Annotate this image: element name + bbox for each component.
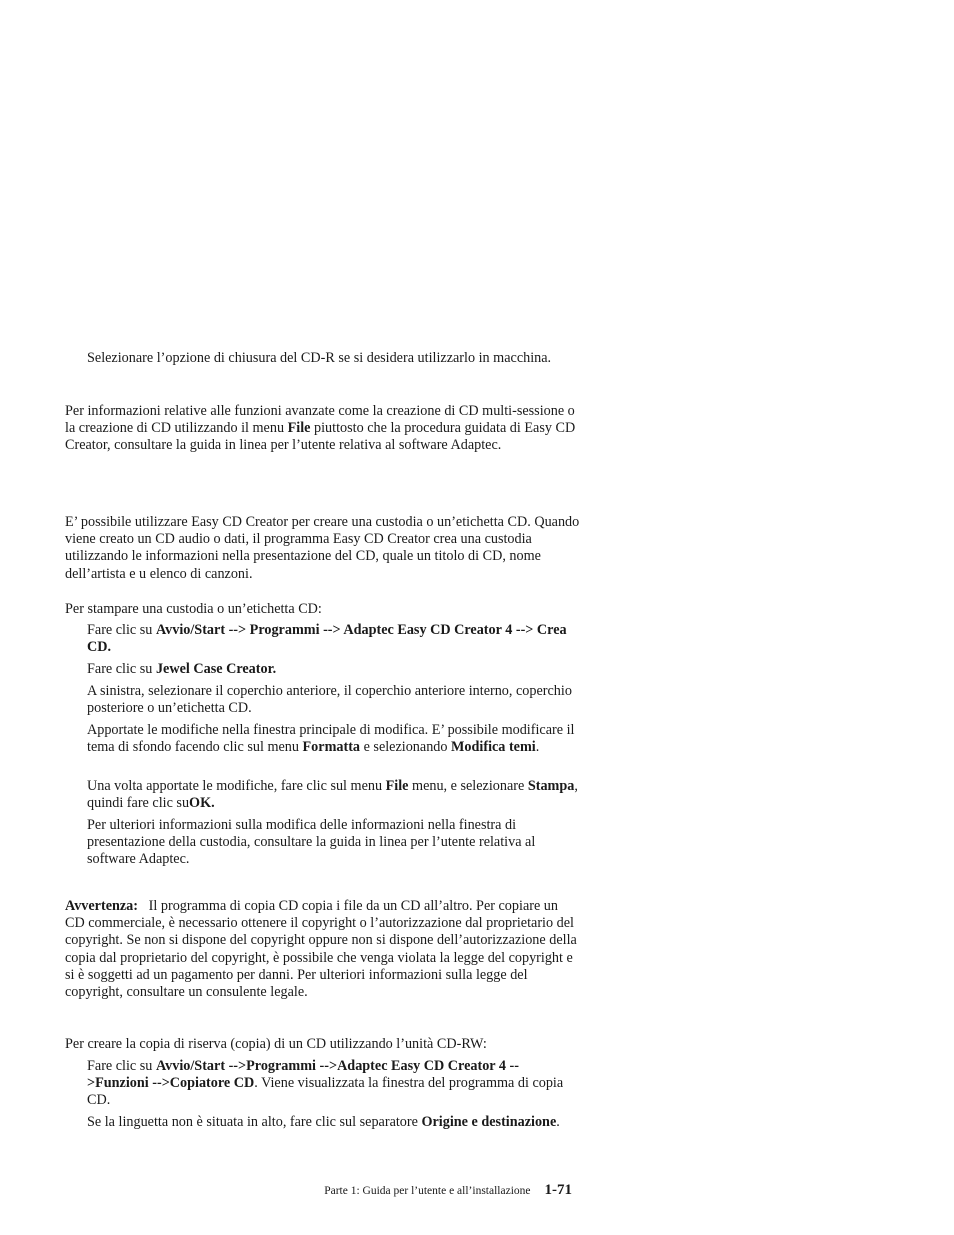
print-step-6: Per ulteriori informazioni sulla modifica delle informazioni nella finestra di presentazione della custodia, consultare la guida in linea per l’utente relativa al software Adaptec. — [87, 817, 536, 868]
menu-name-file: File — [287, 420, 311, 437]
copy-step-1: Fare clic su Avvio/Start -->Programmi -->Adaptec Easy CD Creator 4 -->Funzioni -->Copiatore CD. Viene visualizzata la finestra del programma di copia CD. — [87, 1058, 564, 1109]
copy-step-2: Se la linguetta non è situata in alto, fare clic sul separatore Origine e destinazione. — [87, 1114, 560, 1130]
copyright-warning: Avvertenza: Il programma di copia CD copia i file da un CD all’altro. Per copiare un CD commerciale, è necessario ottenere il copyright o l’autorizzazione dal proprietario del copyright. Se non si dispone del copyright oppure non si dispone dell’autorizzazione della copia dal proprietario del copyright, è possibile che venga violata la legge del copyright e si è soggetti ad un pagamento per danni. Per ulteriori informazioni sulla legge del copyright, consultare un consulente legale. — [65, 898, 577, 1001]
print-step-1: Fare clic su Avvio/Start --> Programmi --> Adaptec Easy CD Creator 4 --> Crea CD. — [87, 622, 567, 656]
closing-option-paragraph: Selezionare l’opzione di chiusura del CD-R se si desidera utilizzarlo in macchina. — [87, 350, 552, 366]
backup-copy-lead-in: Per creare la copia di riserva (copia) di un CD utilizzando l’unità CD-RW: — [65, 1036, 487, 1052]
page-number: 1-71 — [544, 1182, 572, 1198]
print-step-4: Apportate le modifiche nella finestra principale di modifica. E’ possibile modificare il tema di sfondo facendo clic sul menu Formatta e selezionando Modifica temi. — [87, 722, 575, 756]
print-step-2: Fare clic su Jewel Case Creator. — [87, 661, 277, 677]
page-footer — [300, 1182, 572, 1199]
advanced-features-paragraph: Per informazioni relative alle funzioni avanzate come la creazione di CD multi-sessione o la creazione di CD utilizzando il menu File piuttosto che la procedura guidata di Easy CD Creator, consultare la guida in linea per l’utente relativa al software Adaptec. — [65, 403, 576, 454]
print-step-3: A sinistra, selezionare il coperchio anteriore, il coperchio anteriore interno, coperchio posteriore o un’etichetta CD. — [87, 683, 572, 717]
footer-section-title: Parte 1: Guida per l’utente e all’installazione — [324, 1185, 531, 1197]
jewel-case-intro-paragraph: E’ possibile utilizzare Easy CD Creator per creare una custodia o un’etichetta CD. Quando viene creato un CD audio o dati, il programma Easy CD Creator crea una custodia utilizzando le informazioni nella presentazione del CD, quale un titolo di CD, nome dell’artista e u elenco di canzoni. — [65, 514, 580, 582]
warning-label: Avvertenza: — [65, 898, 139, 914]
print-step-5: Una volta apportate le modifiche, fare clic sul menu File menu, e selezionare Stampa, quindi fare clic suOK. — [87, 778, 578, 812]
print-case-lead-in: Per stampare una custodia o un’etichetta CD: — [65, 601, 322, 617]
